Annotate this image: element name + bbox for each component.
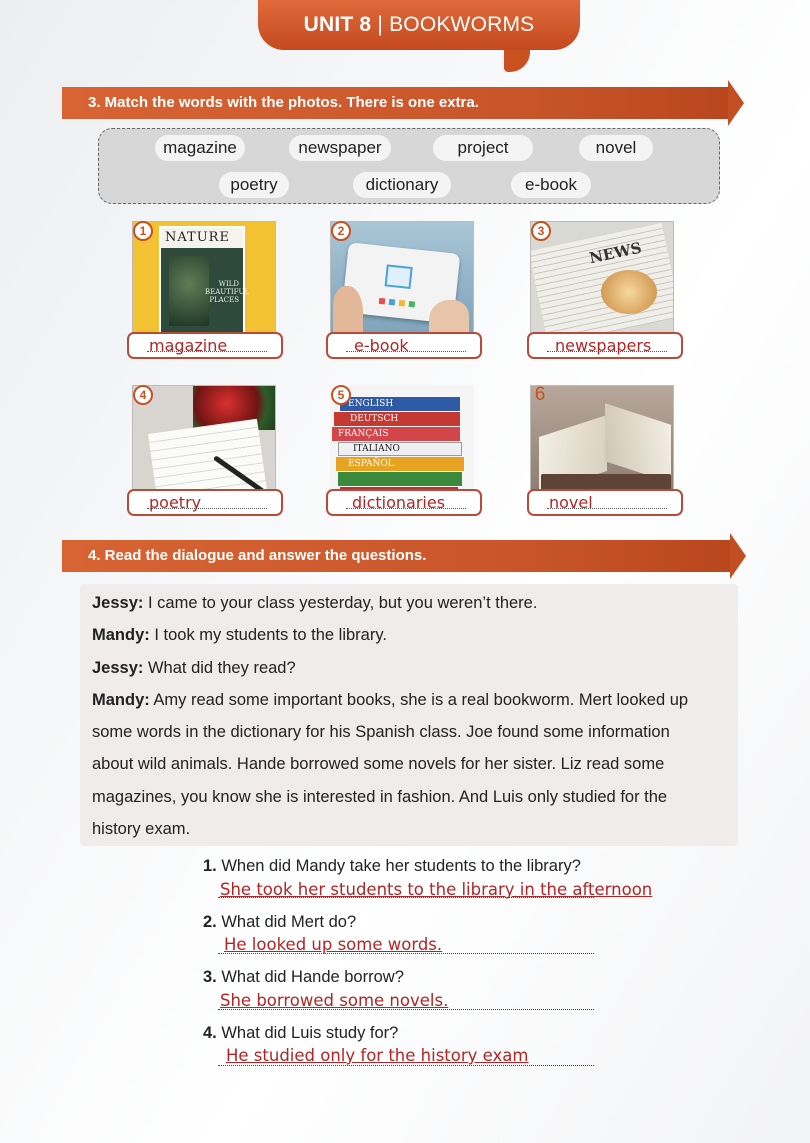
answer-box-4 (127, 489, 283, 516)
section-4-banner (62, 540, 730, 572)
dialogue-line: Mandy: Amy read some important books, she is a real bookworm. Mert looked up (92, 691, 689, 709)
answer-box-1 (127, 332, 283, 359)
question-4-answer: He studied only for the history exam (226, 1046, 529, 1065)
question-2: 2. What did Mert do? (203, 913, 357, 931)
word-pill: project (433, 135, 533, 161)
book-spine: FRANÇAIS (332, 427, 460, 441)
word-pill: poetry (219, 172, 289, 198)
photo-novel (530, 385, 674, 499)
dialogue-line: some words in the dictionary for his Spanish class. Joe found some information (92, 723, 670, 741)
dialogue-line: Jessy: I came to your class yesterday, but you weren’t there. (92, 594, 538, 612)
dialogue-line: about wild animals. Hande borrowed some novels for her sister. Liz read some (92, 755, 665, 773)
speaker: Mandy: (92, 691, 150, 709)
dialogue-line: Mandy: I took my students to the library. (92, 626, 387, 644)
section-3-arrow-icon (728, 80, 744, 126)
answer-text: e-book (354, 336, 409, 355)
photo-poetry (132, 385, 276, 499)
speaker: Mandy: (92, 626, 150, 644)
question-4: 4. What did Luis study for? (203, 1024, 399, 1042)
photo-ebook (330, 221, 474, 335)
question-2-answer: He looked up some words. (224, 935, 443, 954)
dialogue-line: magazines, you know she is interested in fashion. And Luis only studied for the (92, 788, 668, 806)
question-1: 1. When did Mandy take her students to the library? (203, 857, 581, 875)
word-bank (98, 128, 720, 204)
answer-text: newspapers (555, 336, 652, 355)
speaker: Jessy: (92, 594, 144, 612)
question-1-answer: She took her students to the library in the afternoon (220, 880, 653, 899)
dialogue-line: Jessy: What did they read? (92, 659, 296, 677)
magazine-title: NATURE (165, 230, 230, 245)
word-pill: e-book (511, 172, 591, 198)
answer-box-6 (527, 489, 683, 516)
photo-number: 1 (133, 221, 153, 241)
question-3: 3. What did Hande borrow? (203, 968, 404, 986)
book-spine: ITALIANO (338, 442, 462, 456)
photo-number: 5 (331, 385, 351, 405)
photo-magazine (132, 221, 276, 335)
photo-number: 6 (534, 384, 546, 405)
speaker: Jessy: (92, 659, 144, 677)
book-spine: ENGLISH (340, 397, 460, 411)
magazine-cover (159, 226, 250, 335)
section-4-title: 4. Read the dialogue and answer the questions. (88, 547, 427, 564)
word-pill: novel (579, 135, 653, 161)
dialogue-line: history exam. (92, 820, 191, 838)
book-spine: ESPAÑOL (336, 457, 464, 471)
photo-dictionaries (330, 385, 474, 499)
answer-box-5 (326, 489, 482, 516)
answer-text: dictionaries (352, 493, 446, 512)
unit-header (258, 0, 580, 50)
notebook-icon (148, 419, 268, 499)
word-pill: dictionary (353, 172, 451, 198)
section-4-arrow-icon (730, 533, 746, 579)
answer-line (218, 1065, 594, 1066)
answer-text: magazine (149, 336, 228, 355)
unit-topic: BOOKWORMS (389, 13, 535, 36)
answer-text: poetry (149, 493, 202, 512)
word-pill: newspaper (289, 135, 391, 161)
section-3-title: 3. Match the words with the photos. There is one extra. (88, 94, 479, 111)
book-spine: DEUTSCH (334, 412, 460, 426)
photo-number: 3 (531, 221, 551, 241)
question-3-answer: She borrowed some novels. (220, 991, 449, 1010)
photo-number: 2 (331, 221, 351, 241)
answer-text: novel (549, 493, 593, 512)
newspaper-title: NEWS (587, 238, 644, 268)
unit-separator: | (377, 13, 384, 36)
unit-number: UNIT 8 (303, 13, 372, 36)
photo-number: 4 (133, 385, 153, 405)
word-pill: magazine (155, 135, 245, 161)
photo-newspapers (530, 221, 674, 335)
answer-box-2 (326, 332, 482, 359)
magazine-subtitle: WILD BEAUTIFUL PLACES (205, 280, 250, 304)
section-3-banner (62, 87, 728, 119)
answer-box-3 (527, 332, 683, 359)
